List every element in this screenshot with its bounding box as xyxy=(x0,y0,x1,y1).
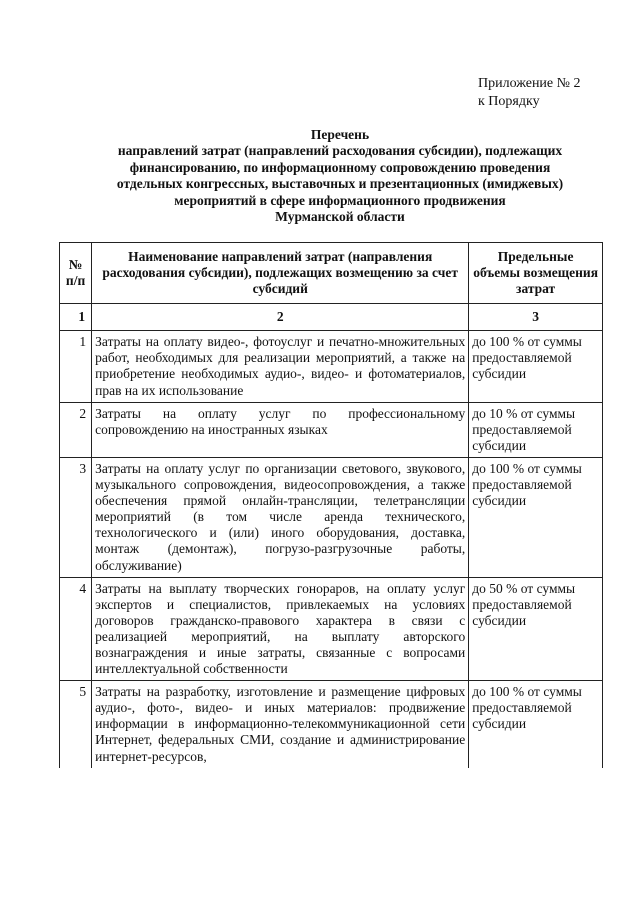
expenses-table xyxy=(59,242,603,768)
row-description: Затраты на оплату услуг по профессиональному сопровождению на иностранных языках xyxy=(92,402,469,457)
row-description: Затраты на разработку, изготовление и размещение цифровых аудио-, фото-, видео- и иных материалов: продвижение информации в информационно-телекоммуникационной сети Интернет, федеральных СМИ, создание и администрирование интернет-ресурсов, xyxy=(92,681,469,768)
title-line: Перечень xyxy=(310,127,370,142)
table-row xyxy=(60,457,603,577)
title-line: отдельных конгрессных, выставочных и презентационных (имиджевых) xyxy=(116,176,564,192)
title-line: финансированию, по информационному сопровождению проведения xyxy=(129,159,551,175)
row-limit: до 100 % от суммы предоставляемой субсидии xyxy=(469,457,603,577)
row-description: Затраты на оплату видео-, фотоуслуг и печатно-множительных работ, необходимых для реализации мероприятий, а также на приобретение необходимых аудио-, видео- и фотоматериалов, прав на их использование xyxy=(92,331,469,402)
appendix-reference xyxy=(478,75,581,111)
appendix-number: Приложение № 2 xyxy=(478,76,581,91)
appendix-order-reference: к Порядку xyxy=(478,94,540,109)
row-description: Затраты на оплату услуг по организации светового, звукового, музыкального сопровождения, видеосопровождения, а также обеспечения прямой онлайн-трансляции, телетрансляции мероприятий (в том числе аренда технического, технологического и (или) иного оборудования, доставка, монтаж (демонтаж), погрузо-разгрузочные работы, обслуживание) xyxy=(92,457,469,577)
title-line: Мурманской области xyxy=(275,209,405,225)
row-number: 2 xyxy=(60,402,92,457)
title-line: направлений затрат (направлений расходования субсидии), подлежащих xyxy=(117,143,563,159)
row-limit: до 50 % от суммы предоставляемой субсидии xyxy=(469,577,603,681)
row-limit: до 100 % от суммы предоставляемой субсидии xyxy=(469,681,603,768)
row-limit: до 10 % от суммы предоставляемой субсидии xyxy=(469,402,603,457)
header-number: № п/п xyxy=(60,243,92,304)
column-number: 1 xyxy=(60,304,92,331)
row-number: 1 xyxy=(60,331,92,402)
row-number: 3 xyxy=(60,457,92,577)
header-name: Наименование направлений затрат (направления расходования субсидии), подлежащих возмещению за счет субсидий xyxy=(92,243,469,304)
table-header-row xyxy=(60,243,603,304)
table-row xyxy=(60,402,603,457)
header-limit: Предельные объемы возмещения затрат xyxy=(469,243,603,304)
document-title xyxy=(60,127,620,225)
column-number: 2 xyxy=(92,304,469,331)
row-description: Затраты на выплату творческих гонораров, на оплату услуг экспертов и специалистов, привлекаемых на условиях договоров гражданско-правового характера в связи с реализацией мероприятий, на выплату авторского вознаграждения и иные затраты, связанные с вопросами интеллектуальной собственности xyxy=(92,577,469,681)
row-limit: до 100 % от суммы предоставляемой субсидии xyxy=(469,331,603,402)
row-number: 5 xyxy=(60,681,92,768)
table-row xyxy=(60,331,603,402)
column-number-row xyxy=(60,304,603,331)
column-number: 3 xyxy=(469,304,603,331)
title-line: мероприятий в сфере информационного продвижения xyxy=(174,192,506,208)
table-row xyxy=(60,577,603,681)
row-number: 4 xyxy=(60,577,92,681)
table-row xyxy=(60,681,603,768)
